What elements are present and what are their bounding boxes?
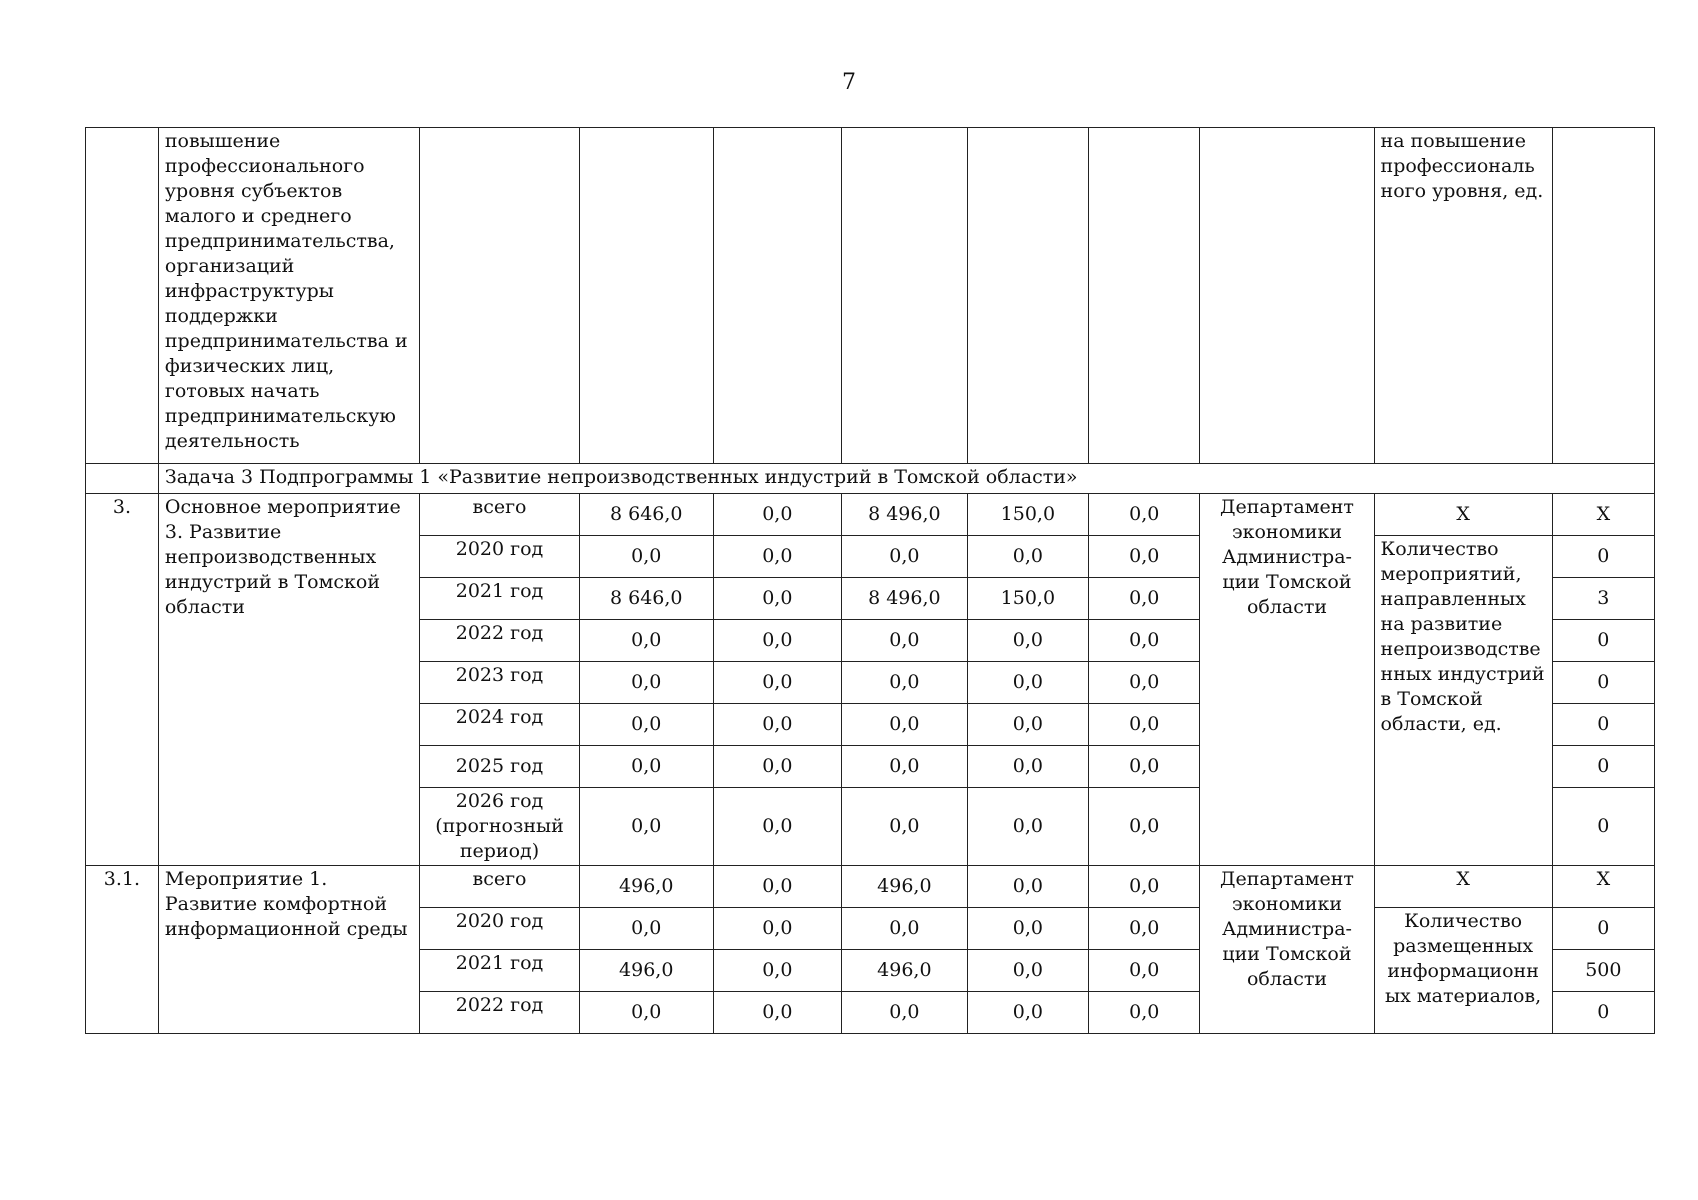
indicator-name: Количество размещенных информационн ых материалов, — [1374, 908, 1552, 1034]
value-cell: 0,0 — [842, 662, 968, 704]
value-cell: 0,0 — [713, 866, 842, 908]
indicator-value: 0 — [1552, 704, 1654, 746]
continuation-row — [86, 128, 1655, 464]
indicator-value: 0 — [1552, 908, 1654, 950]
value-cell: 0,0 — [579, 620, 713, 662]
value-cell: 0,0 — [1089, 662, 1200, 704]
value-cell: 0,0 — [967, 992, 1088, 1034]
year-cell: 2022 год — [420, 992, 580, 1034]
year-cell: 2023 год — [420, 662, 580, 704]
value-cell: 496,0 — [579, 866, 713, 908]
value-cell: 0,0 — [713, 704, 842, 746]
year-cell: 2021 год — [420, 950, 580, 992]
year-cell: 2021 год — [420, 578, 580, 620]
task-title: Задача 3 Подпрограммы 1 «Развитие непроизводственных индустрий в Томской области» — [158, 464, 1654, 494]
value-cell: 0,0 — [1089, 704, 1200, 746]
value-cell: 0,0 — [967, 950, 1088, 992]
page-number: 7 — [842, 70, 856, 95]
value-cell: 0,0 — [579, 788, 713, 866]
indicator-value: Х — [1552, 866, 1654, 908]
cont-indicator-cell: на повышение профессиональ ного уровня, ед. — [1374, 128, 1552, 464]
year-cell: всего — [420, 494, 580, 536]
value-cell: 0,0 — [713, 620, 842, 662]
value-cell: 0,0 — [713, 662, 842, 704]
value-cell: 0,0 — [842, 908, 968, 950]
value-cell: 0,0 — [579, 908, 713, 950]
value-cell: 0,0 — [713, 746, 842, 788]
executor-cell: Департамент экономики Администра-ции Томской области — [1200, 494, 1374, 866]
value-cell: 0,0 — [713, 950, 842, 992]
value-cell: 496,0 — [842, 866, 968, 908]
year-cell: 2020 год — [420, 536, 580, 578]
value-cell: 8 646,0 — [579, 494, 713, 536]
table-row — [86, 494, 1655, 536]
cont-num-cell — [86, 128, 159, 464]
value-cell: 0,0 — [967, 788, 1088, 866]
value-cell: 0,0 — [579, 704, 713, 746]
value-cell: 0,0 — [1089, 494, 1200, 536]
table-row — [86, 866, 1655, 908]
item-number: 3. — [86, 494, 159, 866]
year-cell: 2026 год (прогнозный период) — [420, 788, 580, 866]
year-cell: 2025 год — [420, 746, 580, 788]
value-cell: 0,0 — [1089, 950, 1200, 992]
item-name: Мероприятие 1. Развитие комфортной информационной среды — [158, 866, 419, 1034]
year-cell: 2020 год — [420, 908, 580, 950]
value-cell: 0,0 — [967, 908, 1088, 950]
value-cell: 0,0 — [842, 992, 968, 1034]
value-cell: 0,0 — [842, 704, 968, 746]
value-cell: 0,0 — [713, 908, 842, 950]
indicator-value: 500 — [1552, 950, 1654, 992]
item-number: 3.1. — [86, 866, 159, 1034]
value-cell: 0,0 — [1089, 866, 1200, 908]
value-cell: 0,0 — [1089, 908, 1200, 950]
value-cell: 0,0 — [579, 536, 713, 578]
value-cell: 0,0 — [1089, 746, 1200, 788]
value-cell: 0,0 — [713, 578, 842, 620]
indicator-value: 0 — [1552, 746, 1654, 788]
value-cell: 0,0 — [1089, 620, 1200, 662]
value-cell: 0,0 — [579, 992, 713, 1034]
cont-name-cell: повышение профессионального уровня субъектов малого и среднего предпринимательства, организаций инфраструктуры поддержки предпринимательства и физических лиц, готовых начать предпринимательскую деятельность — [158, 128, 419, 464]
item-name: Основное мероприятие 3. Развитие непроизводственных индустрий в Томской области — [158, 494, 419, 866]
year-cell: 2022 год — [420, 620, 580, 662]
indicator-value: Х — [1552, 494, 1654, 536]
value-cell: 0,0 — [1089, 578, 1200, 620]
value-cell: 0,0 — [842, 620, 968, 662]
year-cell: 2024 год — [420, 704, 580, 746]
year-cell: всего — [420, 866, 580, 908]
task-row — [86, 464, 1655, 494]
value-cell: 0,0 — [1089, 992, 1200, 1034]
indicator-value: 0 — [1552, 992, 1654, 1034]
indicator-value: 3 — [1552, 578, 1654, 620]
indicator-value: 0 — [1552, 536, 1654, 578]
value-cell: 0,0 — [967, 866, 1088, 908]
value-cell: 0,0 — [713, 788, 842, 866]
value-cell: 0,0 — [967, 536, 1088, 578]
value-cell: 0,0 — [713, 992, 842, 1034]
value-cell: 8 646,0 — [579, 578, 713, 620]
value-cell: 0,0 — [1089, 536, 1200, 578]
indicator-x-mark: Х — [1374, 494, 1552, 536]
value-cell: 8 496,0 — [842, 578, 968, 620]
value-cell: 0,0 — [579, 662, 713, 704]
value-cell: 0,0 — [842, 536, 968, 578]
value-cell: 496,0 — [579, 950, 713, 992]
value-cell: 150,0 — [967, 578, 1088, 620]
value-cell: 0,0 — [842, 746, 968, 788]
executor-cell: Департамент экономики Администра-ции Томской области — [1200, 866, 1374, 1034]
indicator-value: 0 — [1552, 662, 1654, 704]
indicator-value: 0 — [1552, 788, 1654, 866]
value-cell: 150,0 — [967, 494, 1088, 536]
indicator-value: 0 — [1552, 620, 1654, 662]
value-cell: 496,0 — [842, 950, 968, 992]
value-cell: 0,0 — [579, 746, 713, 788]
value-cell: 0,0 — [967, 746, 1088, 788]
indicator-x-mark: Х — [1374, 866, 1552, 908]
value-cell: 0,0 — [842, 788, 968, 866]
program-table — [85, 127, 1655, 1034]
value-cell: 0,0 — [967, 620, 1088, 662]
value-cell: 0,0 — [713, 494, 842, 536]
value-cell: 0,0 — [967, 704, 1088, 746]
value-cell: 0,0 — [1089, 788, 1200, 866]
indicator-name: Количество мероприятий, направленных на развитие непроизводстве нных индустрий в Томской области, ед. — [1374, 536, 1552, 866]
value-cell: 0,0 — [967, 662, 1088, 704]
value-cell: 0,0 — [713, 536, 842, 578]
value-cell: 8 496,0 — [842, 494, 968, 536]
